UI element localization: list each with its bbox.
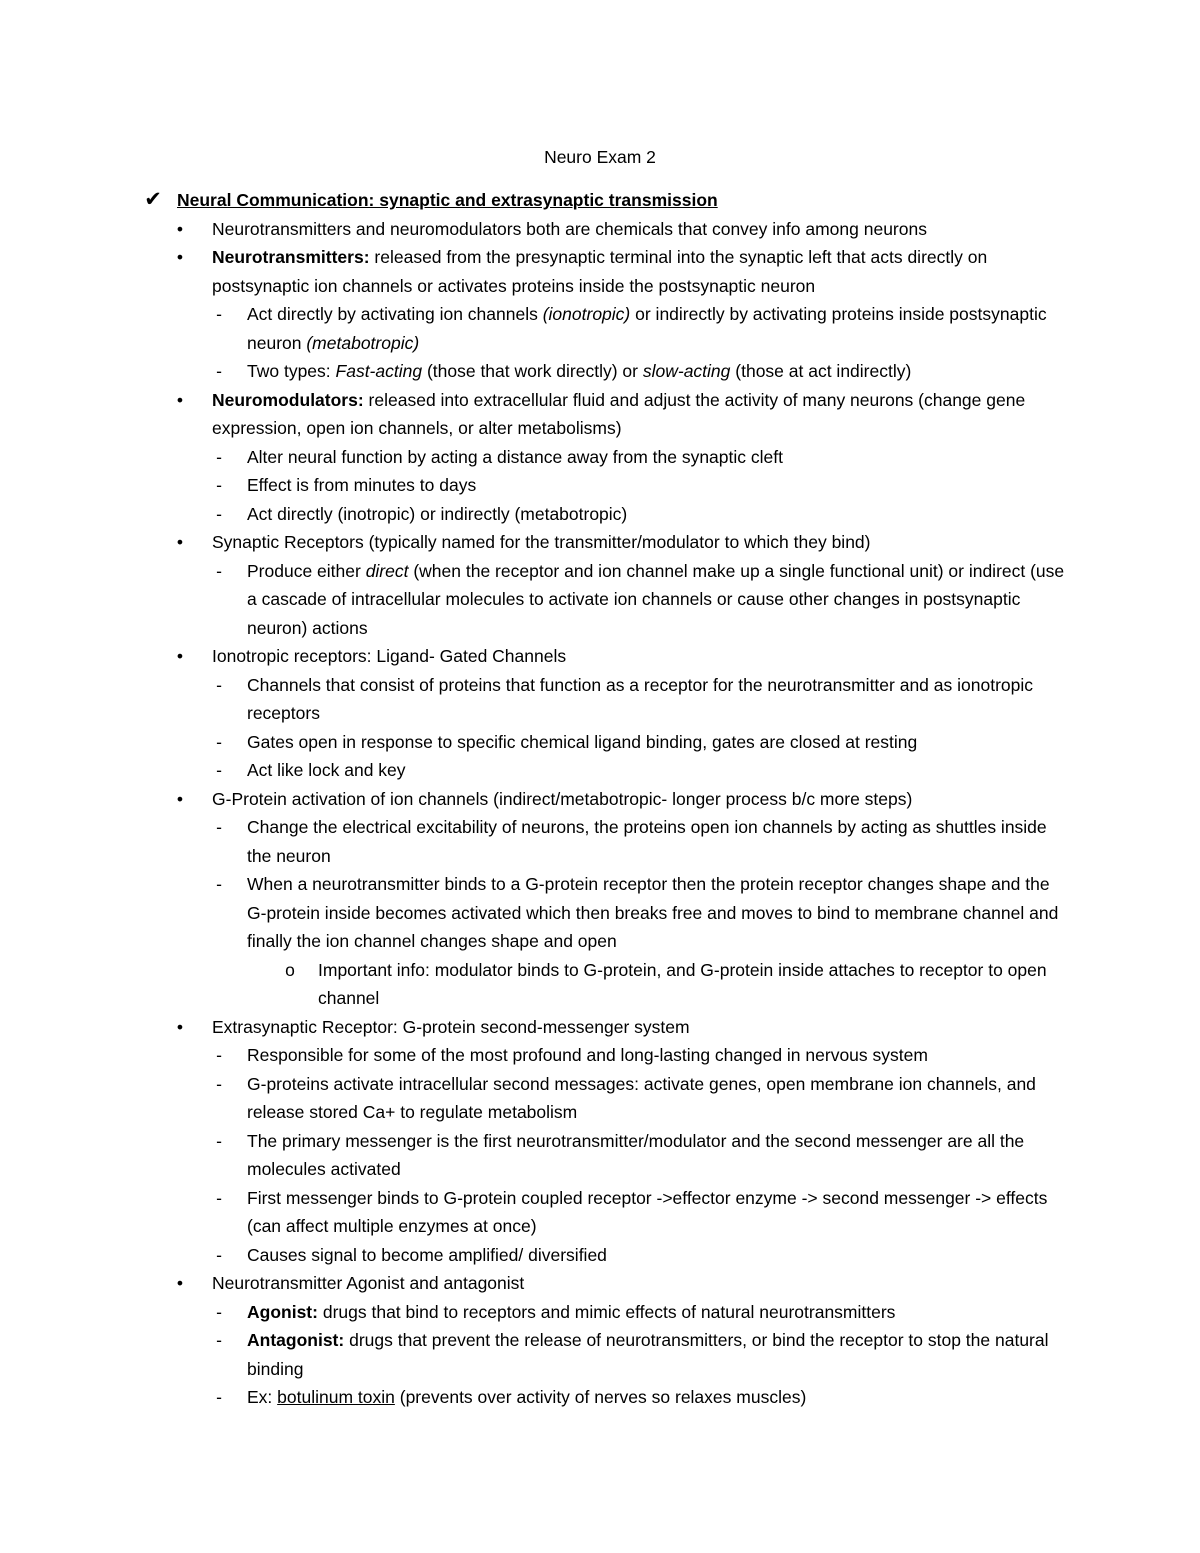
- sub-item-text: Change the electrical excitability of neurons, the proteins open ion channels by acting as shuttles inside the neuron: [247, 817, 1047, 866]
- sub-item-text: (when the receptor and ion channel make up a single functional unit) or indirect (use a cascade of intracellular molecules to activate ion channels or cause other changes in postsynaptic neuron) actions: [247, 560, 1065, 638]
- sub-item-text: Channels that consist of proteins that function as a receptor for the neurotransmitter and as ionotropic receptors: [247, 674, 1033, 723]
- sub-item-text: (those at act indirectly): [730, 361, 912, 381]
- dash-marker: -: [216, 1187, 222, 1208]
- list-item: [0, 785, 1200, 814]
- dash-marker: -: [216, 731, 222, 752]
- sub-item-text: Gates open in response to specific chemical ligand binding, gates are closed at resting: [247, 731, 918, 752]
- dash-marker: -: [216, 1301, 222, 1322]
- list-item: [0, 1269, 1200, 1298]
- bullet-marker: •: [176, 1016, 184, 1037]
- sub-item-text: (prevents over activity of nerves so relaxes muscles): [394, 1387, 807, 1407]
- dash-marker: -: [216, 817, 222, 837]
- list-item: [0, 215, 1200, 244]
- dash-marker: -: [216, 874, 222, 894]
- item-text: Ionotropic receptors: Ligand- Gated Channels: [212, 646, 567, 666]
- list-item: [0, 386, 1200, 443]
- sub-item-italic: direct: [365, 560, 409, 581]
- item-text: Neurotransmitter Agonist and antagonist: [212, 1273, 525, 1293]
- dash-marker: -: [216, 1387, 222, 1407]
- document-body: [0, 186, 1200, 1412]
- sub-item-italic: (metabotropic): [306, 332, 420, 353]
- list-item: [0, 528, 1200, 557]
- sub-item: [0, 443, 1200, 472]
- dash-marker: -: [216, 304, 222, 324]
- sub-item-text: Effect is from minutes to days: [247, 475, 477, 495]
- sub-item: [0, 671, 1200, 728]
- item-term: Neuromodulators:: [212, 389, 364, 410]
- sub-item-text: drugs that prevent the release of neurotransmitters, or bind the receptor to stop the natural binding: [247, 1330, 1049, 1379]
- sub-item: [0, 813, 1200, 870]
- sub-item: [0, 1127, 1200, 1184]
- item-text: Synaptic Receptors (typically named for the transmitter/modulator to which they bind): [212, 532, 871, 552]
- sub-item: [0, 870, 1200, 956]
- sub-item-text: or indirectly by activating proteins inside postsynaptic neuron: [247, 304, 1047, 353]
- sub-item-text: G-proteins activate intracellular second messages: activate genes, open membrane ion channels, and release stored Ca+ to regulate metabolism: [247, 1073, 1036, 1122]
- sub-item-italic: slow-acting: [642, 361, 731, 381]
- bullet-marker: •: [176, 532, 184, 552]
- circle-marker: o: [285, 959, 295, 980]
- item-text: released from the presynaptic terminal into the synaptic left that acts directly on postsynaptic ion channels or activates proteins inside the postsynaptic neuron: [212, 247, 988, 296]
- sub-item-text: Produce either: [247, 560, 366, 581]
- sub-item: [0, 1383, 1200, 1412]
- dash-marker: -: [216, 674, 222, 695]
- sub-item-text: Act directly (inotropic) or indirectly (metabotropic): [247, 503, 628, 524]
- dash-marker: -: [216, 560, 222, 581]
- list-item: [0, 1013, 1200, 1042]
- dash-marker: -: [216, 475, 222, 495]
- sub-item-text: drugs that bind to receptors and mimic effects of natural neurotransmitters: [317, 1301, 896, 1322]
- dash-marker: -: [216, 1330, 222, 1350]
- sub-item: [0, 300, 1200, 357]
- list-item: [0, 642, 1200, 671]
- sub-item-text: Causes signal to become amplified/ diversified: [247, 1244, 607, 1265]
- sub-item: [0, 471, 1200, 500]
- sub-item: [0, 728, 1200, 757]
- sub-item: [0, 1298, 1200, 1327]
- sub-item-text: Act directly by activating ion channels: [247, 304, 543, 324]
- sub-item-underlined: botulinum toxin: [277, 1387, 395, 1407]
- dash-marker: -: [216, 446, 222, 467]
- item-text: Neurotransmitters and neuromodulators both are chemicals that convey info among neurons: [212, 218, 927, 239]
- check-mark-icon: ✔: [144, 188, 162, 211]
- sub-item-italic: (ionotropic): [542, 304, 631, 324]
- section-heading: Neural Communication: synaptic and extrasynaptic transmission: [177, 190, 718, 210]
- dash-marker: -: [216, 1130, 222, 1151]
- dash-marker: -: [216, 1045, 222, 1065]
- dash-marker: -: [216, 760, 222, 780]
- dash-marker: -: [216, 1073, 222, 1094]
- dash-marker: -: [216, 503, 222, 524]
- document-title: Neuro Exam 2: [544, 147, 656, 167]
- bullet-marker: •: [176, 646, 184, 666]
- bullet-marker: •: [176, 788, 184, 809]
- sub-item: [0, 1326, 1200, 1383]
- item-text: released into extracellular fluid and adjust the activity of many neurons (change gene expression, open ion channels, or alter metabolisms): [212, 389, 1026, 438]
- sub-item: [0, 1041, 1200, 1070]
- dash-marker: -: [216, 361, 222, 381]
- sub-item-text: (those that work directly) or: [422, 361, 643, 381]
- sub-item: [0, 1070, 1200, 1127]
- dash-marker: -: [216, 1244, 222, 1265]
- sub-item: [0, 500, 1200, 529]
- sub-item-text: Alter neural function by acting a distance away from the synaptic cleft: [247, 446, 783, 467]
- bullet-marker: •: [176, 1273, 184, 1293]
- sub-sub-item: [0, 956, 1200, 1013]
- sub-item: [0, 357, 1200, 386]
- sub-item-text: Act like lock and key: [247, 760, 406, 780]
- bullet-marker: •: [176, 218, 184, 239]
- sub-item: [0, 756, 1200, 785]
- sub-item-text: When a neurotransmitter binds to a G-protein receptor then the protein receptor changes shape and the G-protein inside becomes activated which then breaks free and moves to bind to membrane channel and finally the ion channel changes shape and open: [247, 874, 1059, 951]
- list-item: [0, 243, 1200, 300]
- sub-item-term: Antagonist:: [247, 1330, 345, 1350]
- item-term: Neurotransmitters:: [212, 247, 370, 267]
- sub-sub-item-text: Important info: modulator binds to G-protein, and G-protein inside attaches to receptor to open channel: [318, 959, 1047, 1008]
- sub-item-italic: Fast-acting: [335, 361, 423, 381]
- section-heading-row: [0, 186, 1200, 215]
- sub-item: [0, 1241, 1200, 1270]
- sub-item-text: Ex:: [247, 1387, 278, 1407]
- bullet-marker: •: [176, 247, 184, 267]
- item-text: Extrasynaptic Receptor: G-protein second-messenger system: [212, 1016, 690, 1037]
- sub-item-text: Responsible for some of the most profound and long-lasting changed in nervous system: [247, 1045, 928, 1065]
- sub-item-text: First messenger binds to G-protein coupled receptor ->effector enzyme -> second messenger -> effects (can affect multiple enzymes at once): [247, 1187, 1048, 1236]
- sub-item-text: Two types:: [247, 361, 336, 381]
- sub-item: [0, 1184, 1200, 1241]
- sub-item-term: Agonist:: [247, 1301, 318, 1322]
- sub-item: [0, 557, 1200, 643]
- bullet-marker: •: [176, 389, 184, 410]
- sub-item-text: The primary messenger is the first neurotransmitter/modulator and the second messenger are all the molecules activated: [247, 1130, 1025, 1179]
- item-text: G-Protein activation of ion channels (indirect/metabotropic- longer process b/c more steps): [212, 788, 913, 809]
